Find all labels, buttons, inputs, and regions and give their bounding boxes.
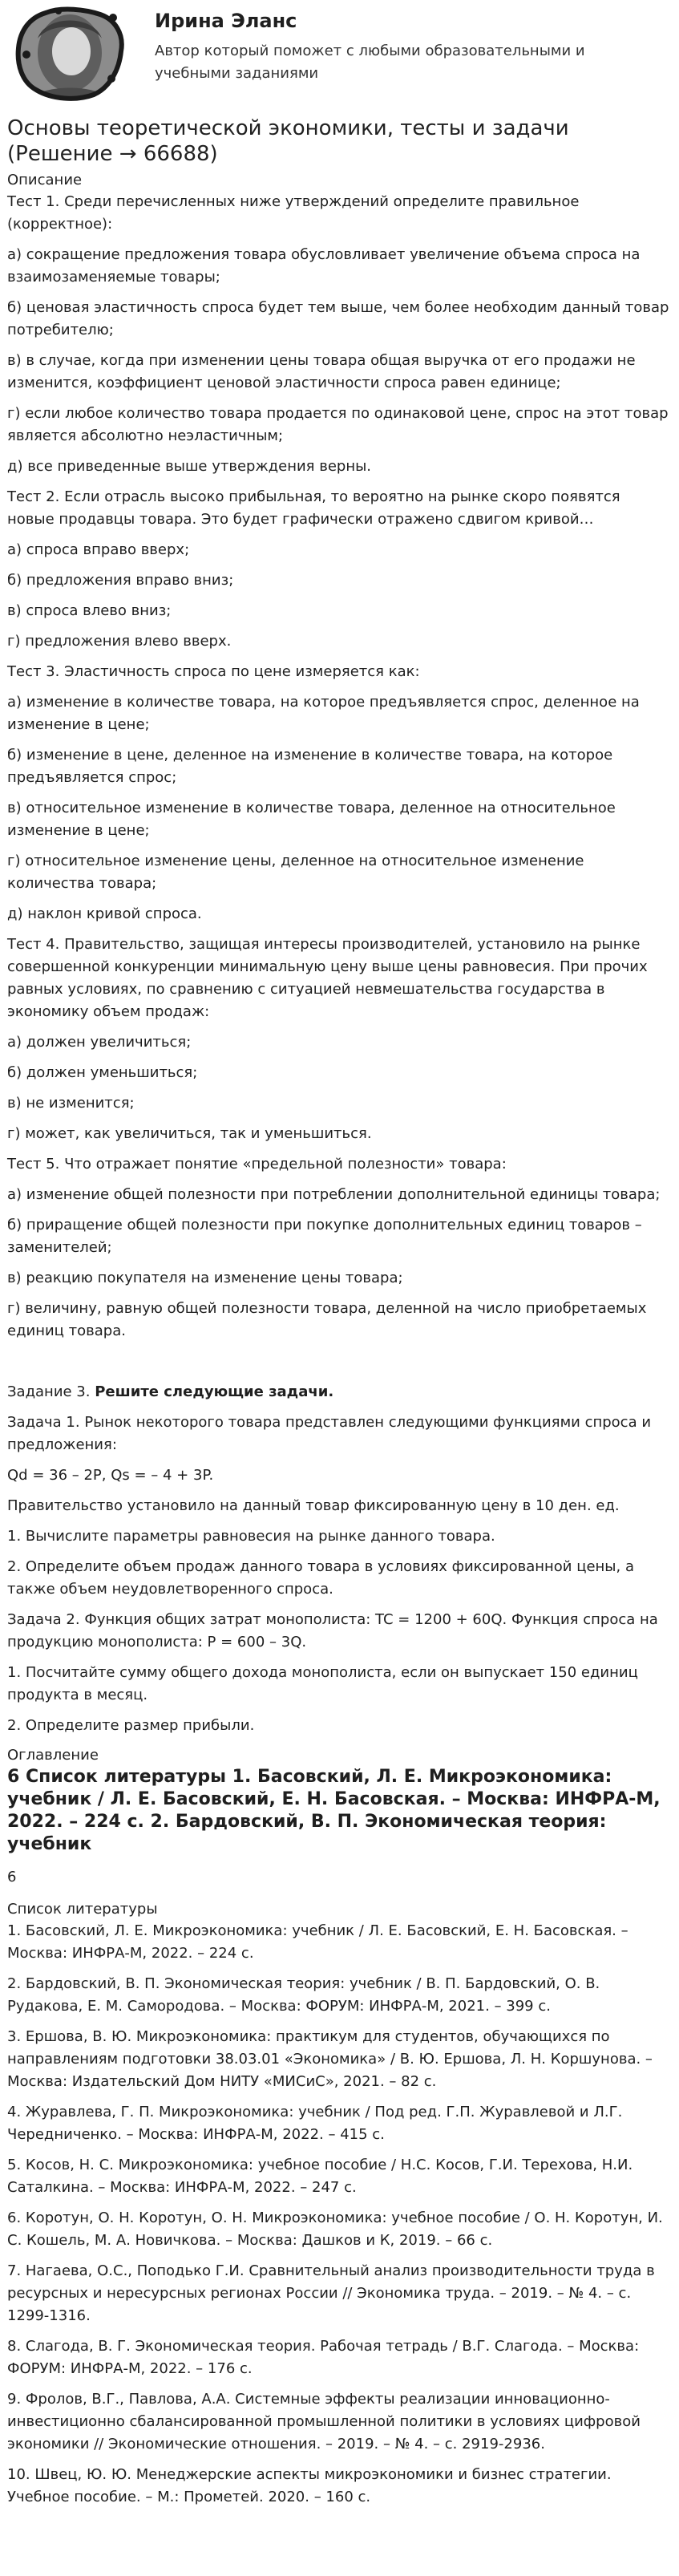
- avatar[interactable]: [14, 6, 126, 101]
- task-paragraph: 1. Посчитайте сумму общего дохода монополиста, если он выпускает 150 единиц продукта в месяц.: [7, 1664, 638, 1703]
- test-option: д) все приведенные выше утверждения верны.: [7, 458, 372, 475]
- test-option: б) приращение общей полезности при покупке дополнительных единиц товаров – заменителей;: [7, 1217, 642, 1256]
- test-block: [7, 191, 672, 478]
- test-block: [7, 661, 672, 925]
- test-option: б) предложения вправо вниз;: [7, 572, 234, 589]
- test-question: Тест 2. Если отрасль высоко прибыльная, то вероятно на рынке скоро появятся новые продавцы товара. Это будет графически отражено сдвигом кривой…: [7, 488, 620, 528]
- task3-prefix: Задание 3.: [7, 1383, 95, 1400]
- reference-item: 3. Ершова, В. Ю. Микроэкономика: практикум для студентов, обучающихся по направлениям подготовки 38.03.01 «Экономика» / В. Ю. Ершова, Л. Н. Коршунова. – Москва: Издательский Дом НИТУ «МИСиС», 2021. – 82 с.: [7, 2028, 653, 2090]
- test-option: г) предложения влево вверх.: [7, 633, 232, 650]
- task-paragraph: Задача 2. Функция общих затрат монополиста: TC = 1200 + 60Q. Функция спроса на продукцию монополиста: P = 600 – 3Q.: [7, 1611, 658, 1651]
- test-question: Тест 5. Что отражает понятие «предельной полезности» товара:: [7, 1156, 507, 1173]
- toc-section: [7, 1745, 672, 1888]
- reference-item: 1. Басовский, Л. Е. Микроэкономика: учебник / Л. Е. Басовский, Е. Н. Басовская. – Москва: ИНФРА-М, 2022. – 224 с.: [7, 1922, 628, 1962]
- test-option: г) относительное изменение цены, деленное на относительное изменение количества товара;: [7, 853, 584, 892]
- references-section: [7, 1899, 672, 2509]
- task-paragraph: 2. Определите объем продаж данного товара в условиях фиксированной цены, а также объем неудовлетворенного спроса.: [7, 1558, 634, 1598]
- description-label: Описание: [7, 172, 83, 188]
- task3-heading: [7, 1381, 672, 1403]
- test-option: г) величину, равную общей полезности товара, деленной на число приобретаемых единиц товара.: [7, 1300, 647, 1339]
- test-option: в) в случае, когда при изменении цены товара общая выручка от его продажи не изменится, коэффициент ценовой эластичности спроса равен единице;: [7, 352, 636, 391]
- task-paragraph: Правительство установило на данный товар фиксированную цену в 10 ден. ед.: [7, 1497, 620, 1514]
- author-description: Автор который поможет с любыми образовательными и учебными заданиями: [155, 43, 585, 82]
- test-option: а) сокращение предложения товара обусловливает увеличение объема спроса на взаимозаменяемые товары;: [7, 246, 641, 286]
- author-card: [7, 0, 672, 104]
- test-block: [7, 486, 672, 653]
- task-paragraph: 2. Определите размер прибыли.: [7, 1717, 255, 1734]
- reference-item: 6. Коротун, О. Н. Коротун, О. Н. Микроэкономика: учебное пособие / О. Н. Коротун, И. С. Кошель, М. А. Новичкова. – Москва: Дашков и К, 2019. – 66 с.: [7, 2209, 663, 2249]
- task3-section: [7, 1381, 672, 1737]
- reference-item: 9. Фролов, В.Г., Павлова, А.А. Системные эффекты реализации инновационно-инвестиционно сбалансированной промышленной политики в условиях цифровой экономики // Экономические отношения. – 2019. – № 4. – с. 2919-2936.: [7, 2391, 641, 2452]
- test-option: в) относительное изменение в количестве товара, деленное на относительное изменение в цене;: [7, 800, 616, 839]
- page-title: Основы теоретической экономики, тесты и задачи (Решение → 66688): [7, 116, 569, 166]
- reference-item: 2. Бардовский, В. П. Экономическая теория: учебник / В. П. Бардовский, О. В. Рудакова, Е. М. Самородова. – Москва: ФОРУМ: ИНФРА-М, 2021. – 399 с.: [7, 1975, 600, 2015]
- toc-heading[interactable]: 6 Список литературы 1. Басовский, Л. Е. Микроэкономика: учебник / Л. Е. Басовский, Е. Н. Басовская. – Москва: ИНФРА-М, 2022. – 224 с. 2. Бардовский, В. П. Экономическая теория: учебник: [7, 1767, 661, 1854]
- test-block: [7, 934, 672, 1145]
- test-option: д) наклон кривой спроса.: [7, 905, 202, 922]
- test-option: в) спроса влево вниз;: [7, 602, 172, 619]
- test-option: в) не изменится;: [7, 1095, 135, 1112]
- test-question: Тест 4. Правительство, защищая интересы производителей, установило на рынке совершенной конкуренции минимальную цену выше цены равновесия. При прочих равных условиях, по сравнению с ситуацией невмешательства государства в экономику объем продаж:: [7, 936, 648, 1020]
- task-paragraph: 1. Вычислите параметры равновесия на рынке данного товара.: [7, 1528, 495, 1545]
- test-question: Тест 3. Эластичность спроса по цене измеряется как:: [7, 663, 420, 680]
- test-option: б) изменение в цене, деленное на изменение в количестве товара, на которое предъявляется спрос;: [7, 747, 613, 786]
- reference-item: 10. Швец, Ю. Ю. Менеджерские аспекты микроэкономики и бизнес стратегии. Учебное пособие. – М.: Прометей. 2020. – 160 с.: [7, 2466, 612, 2505]
- test-option: б) ценовая эластичность спроса будет тем выше, чем более необходим данный товар потребителю;: [7, 299, 669, 338]
- spacer: [7, 1351, 672, 1381]
- test-block: [7, 1153, 672, 1343]
- test-option: г) может, как увеличиться, так и уменьшиться.: [7, 1125, 372, 1142]
- task3-bold: Решите следующие задачи.: [95, 1383, 334, 1400]
- test-option: г) если любое количество товара продается по одинаковой цене, спрос на этот товар является абсолютно неэластичным;: [7, 405, 669, 444]
- test-option: а) должен увеличиться;: [7, 1034, 192, 1051]
- test-option: а) изменение в количестве товара, на которое предъявляется спрос, деленное на изменение в цене;: [7, 694, 640, 733]
- toc-page-number: 6: [7, 1869, 17, 1885]
- test-option: а) спроса вправо вверх;: [7, 541, 190, 558]
- test-option: в) реакцию покупателя на изменение цены товара;: [7, 1270, 403, 1286]
- reference-item: 8. Слагода, В. Г. Экономическая теория. Рабочая тетрадь / В.Г. Слагода. – Москва: ФОРУМ: ИНФРА-М, 2022. – 176 с.: [7, 2338, 640, 2377]
- task-paragraph: Задача 1. Рынок некоторого товара представлен следующими функциями спроса и предложения:: [7, 1414, 652, 1453]
- reference-item: 7. Нагаева, О.С., Поподько Г.И. Сравнительный анализ производительности труда в ресурсных и нересурсных регионах России // Экономика труда. – 2019. – № 4. – с. 1299-1316.: [7, 2262, 655, 2324]
- test-question: Тест 1. Среди перечисленных ниже утверждений определите правильное (корректное):: [7, 193, 580, 233]
- task-paragraph: Qd = 36 – 2P, Qs = – 4 + 3P.: [7, 1467, 214, 1484]
- test-option: а) изменение общей полезности при потреблении дополнительной единицы товара;: [7, 1186, 661, 1203]
- author-name[interactable]: Ирина Эланс: [155, 10, 297, 32]
- toc-label: Оглавление: [7, 1747, 99, 1764]
- reference-item: 4. Журавлева, Г. П. Микроэкономика: учебник / Под ред. Г.П. Журавлевой и Л.Г. Чередниченко. – Москва: ИНФРА-М, 2022. – 415 с.: [7, 2104, 623, 2143]
- reference-item: 5. Косов, Н. С. Микроэкономика: учебное пособие / Н.С. Косов, Г.И. Терехова, Н.И. Саталкина. – Москва: ИНФРА-М, 2022. – 247 с.: [7, 2157, 633, 2196]
- test-option: б) должен уменьшиться;: [7, 1064, 198, 1081]
- references-label: Список литературы: [7, 1901, 158, 1918]
- avatar-image: [14, 6, 126, 101]
- tests-section: [7, 191, 672, 1343]
